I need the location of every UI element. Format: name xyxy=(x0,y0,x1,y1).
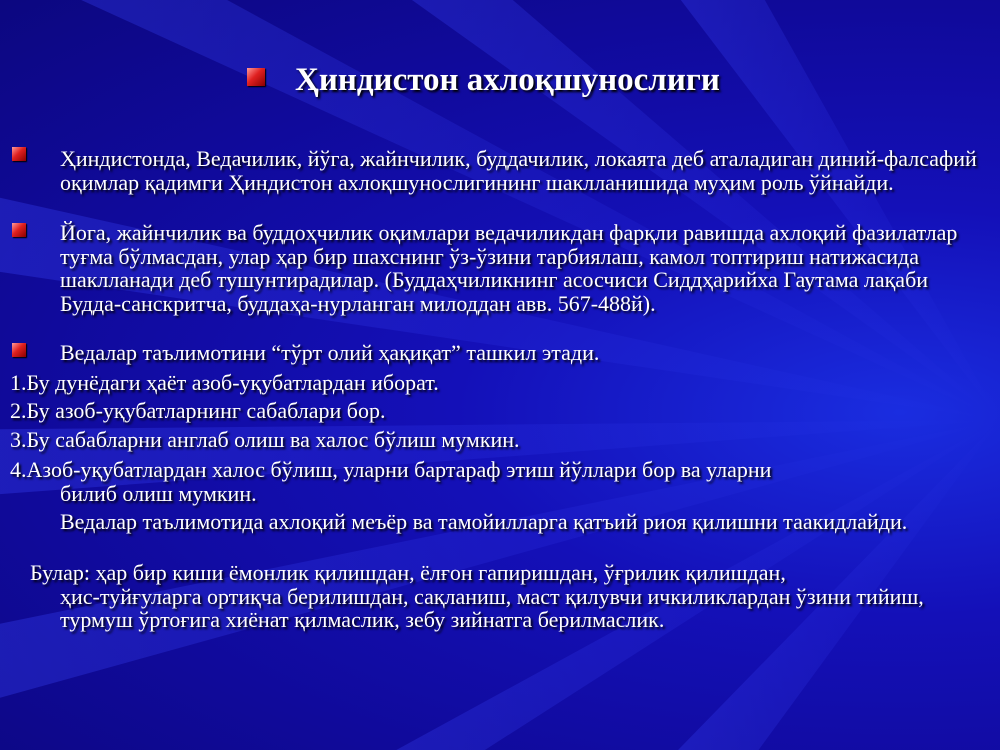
numbered-item: 3.Бу сабабларни англаб олиш ва халос бўлиш мумкин. xyxy=(10,427,520,452)
vedalar-paragraph: Ведалар таълимотида ахлоқий меъёр ва тамойилларга қатъий риоя қилишни таакидлайди. xyxy=(60,509,908,534)
bullet-icon xyxy=(12,343,26,357)
numbered-item xyxy=(10,458,970,505)
bular-paragraph-continuation: ҳис-туйғуларга ортиқча берилишдан, сақланиш, маст қилувчи ичкиликлардан ўзини тийиш, турмуш ўртоғига хиёнат қилмаслик, зебу зийнатга берилмаслик. xyxy=(60,583,924,632)
bular-paragraph xyxy=(30,561,970,632)
bullet-paragraph: Ведалар таълимотини “тўрт олий ҳақиқат” ташкил этади. xyxy=(60,340,600,365)
bullet-paragraph: Йога, жайнчилик ва буддоҳчилик оқимлари ведачиликдан фарқли равишда ахлоқий фазилатлар туғма бўлмасдан, улар ҳар бир шахснинг ўз-ўзини тарбиялаш, камол топтириш натижасида шаклланади деб тушунтирадилар. (Буддаҳчиликнинг асосчиси Сиддҳарийха Гаутама лақаби Будда-санскритча, буддаҳа-нурланган милоддан авв. 567-488й). xyxy=(60,220,958,316)
slide-title: Ҳиндистон ахлоқшунослиги xyxy=(295,62,720,98)
bullet-icon xyxy=(12,223,26,237)
bullet-paragraph: Ҳиндистонда, Ведачилик, йўга, жайнчилик, буддачилик, локаята деб аталадиган диний-фалсафий оқимлар қадимги Ҳиндистон ахлоқшунослигининг шаклланишида муҳим роль ўйнайди. xyxy=(60,146,977,195)
bullet-icon xyxy=(12,147,26,161)
bular-paragraph-line: Булар: ҳар бир киши ёмонлик қилишдан, ёлғон гапиришдан, ўғрилик қилишдан, xyxy=(30,560,786,585)
numbered-item: 2.Бу азоб-уқубатларнинг сабаблари бор. xyxy=(10,398,386,423)
numbered-item-continuation: билиб олиш мумкин. xyxy=(60,480,257,506)
numbered-item-line: 4.Азоб-уқубатлардан халос бўлиш, уларни бартараф этиш йўллари бор ва уларни xyxy=(10,457,772,482)
numbered-item: 1.Бу дунёдаги ҳаёт азоб-уқубатлардан иборат. xyxy=(10,370,439,395)
